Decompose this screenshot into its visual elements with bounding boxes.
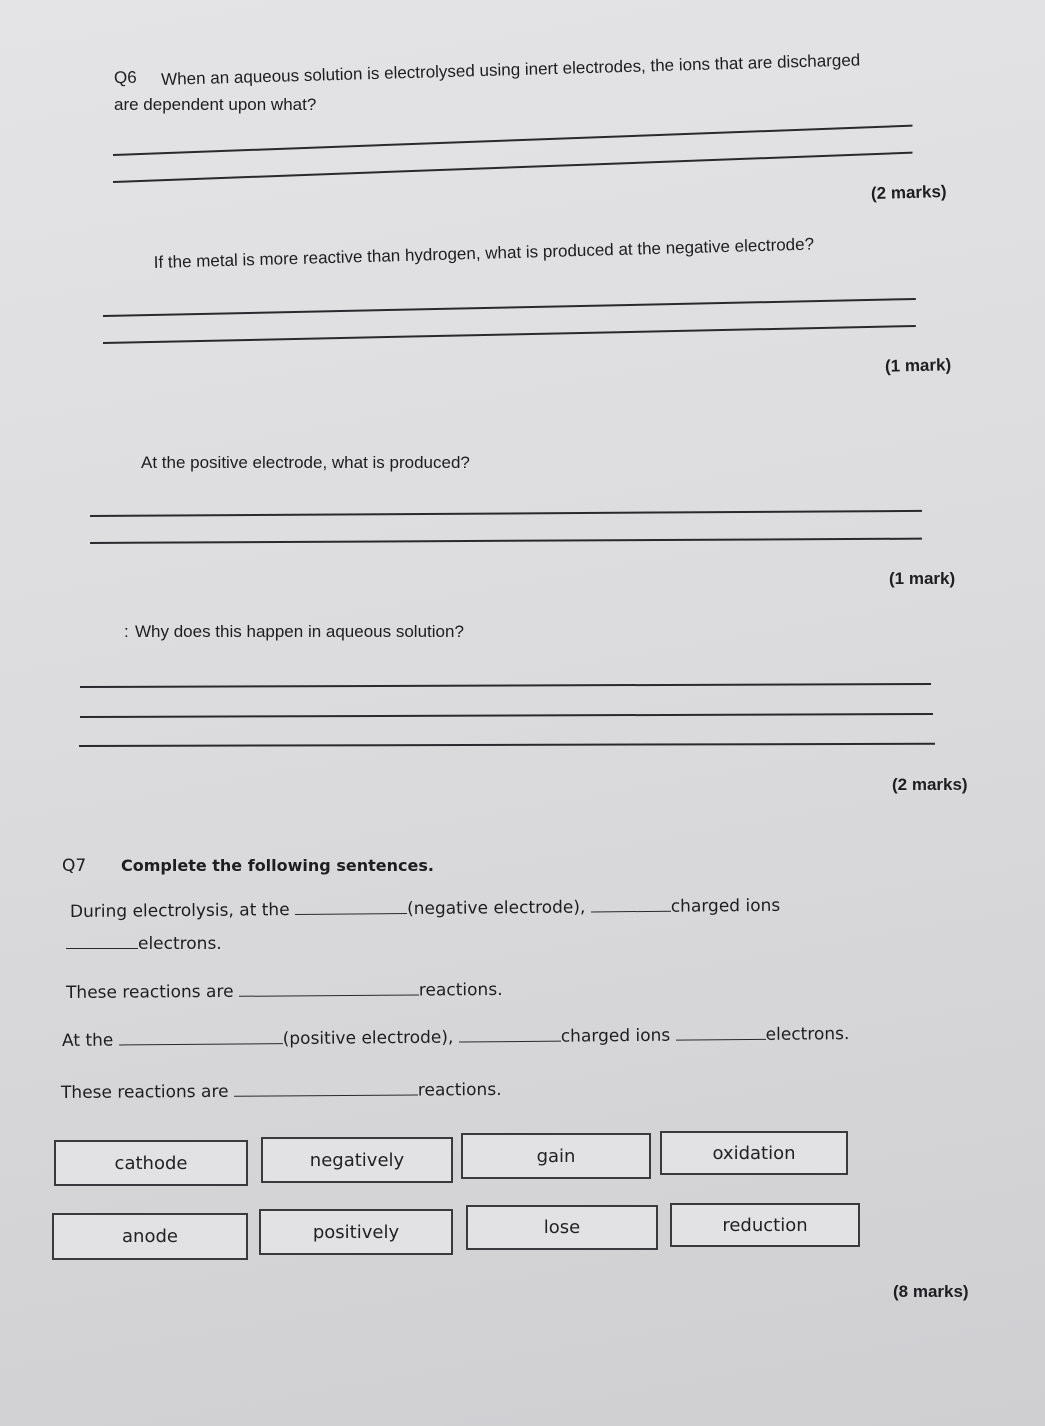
s2-text-2: reactions.	[418, 979, 503, 1001]
word-cathode[interactable]: cathode	[54, 1140, 248, 1186]
word-anode[interactable]: anode	[52, 1213, 248, 1260]
s4-text-1: These reactions are	[60, 1081, 229, 1103]
negative-electrode-question: If the metal is more reactive than hydrogen, what is produced at the negative electrode?	[153, 234, 815, 272]
sentence-negative-electrode	[70, 896, 780, 922]
s1-text-4: electrons.	[138, 934, 222, 954]
sentence-reaction-type-2	[61, 1080, 502, 1103]
sentence-negative-continued	[66, 934, 222, 954]
q6-intro-line2: are dependent upon what?	[114, 95, 317, 114]
positive-electrode-question: At the positive electrode, what is produced?	[141, 453, 470, 472]
answer-line[interactable]	[79, 743, 935, 747]
s3-text-1: At the	[61, 1030, 114, 1051]
s1-text-3: charged ions	[670, 895, 781, 917]
answer-line[interactable]	[113, 125, 913, 156]
sentence-reaction-type-1	[66, 980, 503, 1003]
blank-charge-2[interactable]	[459, 1027, 561, 1043]
word-oxidation[interactable]: oxidation	[660, 1131, 848, 1175]
s3-text-2: (positive electrode),	[282, 1027, 454, 1050]
blank-reaction-type-1[interactable]	[239, 981, 419, 997]
word-positively[interactable]: positively	[259, 1209, 453, 1255]
q7-instruction: Complete the following sentences.	[121, 856, 434, 875]
why-question: Why does this happen in aqueous solution?	[135, 622, 464, 641]
blank-reaction-type-2[interactable]	[234, 1081, 418, 1097]
sentence-positive-electrode	[62, 1024, 850, 1051]
q6-number: Q6	[113, 67, 137, 88]
negative-marks: (1 mark)	[884, 355, 952, 376]
s1-text-1: During electrolysis, at the	[69, 900, 290, 922]
answer-line[interactable]	[90, 510, 922, 517]
q6-intro-line1: When an aqueous solution is electrolysed using inert electrodes, the ions that are discharged	[160, 50, 861, 89]
blank-charge[interactable]	[591, 897, 671, 913]
s2-text-1: These reactions are	[65, 981, 234, 1003]
blank-gain-lose-2[interactable]	[676, 1025, 766, 1041]
answer-line[interactable]	[80, 713, 933, 718]
s3-text-3: charged ions	[560, 1025, 671, 1047]
q7-marks: (8 marks)	[893, 1282, 969, 1301]
word-lose[interactable]: lose	[466, 1205, 658, 1250]
answer-line[interactable]	[113, 152, 913, 183]
s3-text-4: electrons.	[765, 1024, 850, 1045]
blank-gain-lose[interactable]	[66, 934, 138, 949]
q6-intro-marks: (2 marks)	[870, 182, 947, 203]
s4-text-2: reactions.	[417, 1079, 502, 1101]
word-negatively[interactable]: negatively	[261, 1137, 453, 1183]
blank-cathode[interactable]	[295, 899, 407, 915]
positive-marks: (1 mark)	[889, 569, 956, 588]
answer-line[interactable]	[80, 683, 931, 688]
word-gain[interactable]: gain	[461, 1133, 651, 1179]
blank-anode[interactable]	[119, 1029, 283, 1045]
word-reduction[interactable]: reduction	[670, 1203, 860, 1247]
answer-line[interactable]	[103, 325, 916, 344]
q7-number: Q7	[62, 856, 87, 876]
why-prefix: :	[124, 622, 129, 641]
answer-line[interactable]	[90, 538, 922, 544]
answer-line[interactable]	[103, 298, 916, 317]
s1-text-2: (negative electrode),	[406, 897, 586, 920]
why-marks: (2 marks)	[892, 775, 968, 794]
